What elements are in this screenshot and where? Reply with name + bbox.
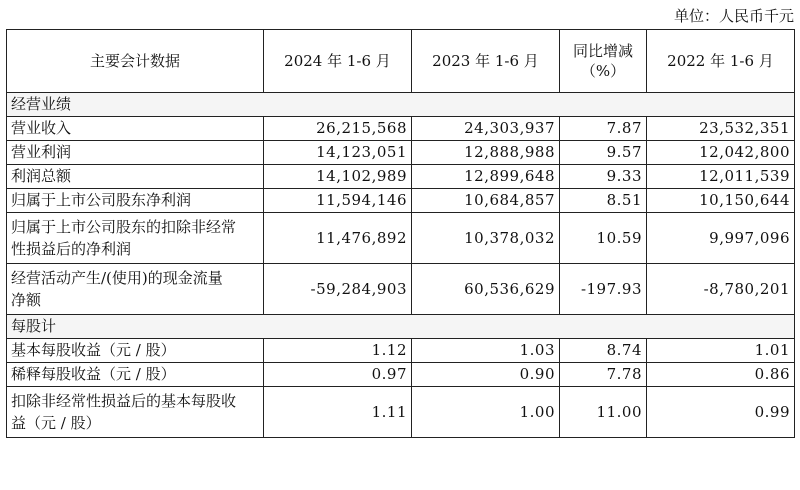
- cell-2023: 0.90: [412, 363, 560, 387]
- section-title: 经营业绩: [7, 93, 795, 117]
- cell-2024: 11,476,892: [264, 213, 412, 264]
- table-row: [7, 117, 795, 141]
- section-title: 每股计: [7, 315, 795, 339]
- row-label-line1: 归属于上市公司股东的扣除非经常: [11, 218, 237, 236]
- cell-yoy: 9.33: [560, 165, 647, 189]
- cell-2023: 24,303,937: [412, 117, 560, 141]
- table-header-row: [7, 30, 795, 93]
- row-label-line2: 净额: [11, 291, 42, 309]
- cell-2024: -59,284,903: [264, 264, 412, 315]
- table-row: [7, 213, 795, 264]
- row-label-line1: 经营活动产生/(使用)的现金流量: [11, 269, 223, 287]
- row-label: [7, 264, 264, 315]
- cell-2024: 1.11: [264, 387, 412, 438]
- row-label: 稀释每股收益（元 / 股）: [7, 363, 264, 387]
- header-2024: 2024 年 1-6 月: [264, 30, 412, 93]
- cell-2022: -8,780,201: [647, 264, 795, 315]
- cell-2024: 0.97: [264, 363, 412, 387]
- row-label: 营业收入: [7, 117, 264, 141]
- table-row: [7, 141, 795, 165]
- financial-data-table: [6, 29, 795, 438]
- cell-yoy: 10.59: [560, 213, 647, 264]
- row-label: 营业利润: [7, 141, 264, 165]
- section-row-per-share: [7, 315, 795, 339]
- section-row-operating: [7, 93, 795, 117]
- row-label-line1: 扣除非经常性损益后的基本每股收: [11, 392, 237, 410]
- cell-yoy: 8.74: [560, 339, 647, 363]
- cell-2024: 26,215,568: [264, 117, 412, 141]
- cell-2022: 23,532,351: [647, 117, 795, 141]
- cell-2022: 1.01: [647, 339, 795, 363]
- cell-2023: 12,888,988: [412, 141, 560, 165]
- header-item: 主要会计数据: [7, 30, 264, 93]
- cell-2024: 1.12: [264, 339, 412, 363]
- row-label-line2: 益（元 / 股）: [11, 414, 101, 432]
- table-row: [7, 264, 795, 315]
- row-label: 基本每股收益（元 / 股）: [7, 339, 264, 363]
- cell-2022: 10,150,644: [647, 189, 795, 213]
- cell-yoy: 7.87: [560, 117, 647, 141]
- cell-2023: 12,899,648: [412, 165, 560, 189]
- cell-2023: 10,378,032: [412, 213, 560, 264]
- table-row: [7, 189, 795, 213]
- cell-yoy: 11.00: [560, 387, 647, 438]
- cell-yoy: -197.93: [560, 264, 647, 315]
- header-2022: 2022 年 1-6 月: [647, 30, 795, 93]
- cell-2024: 14,102,989: [264, 165, 412, 189]
- header-yoy-line2: （%）: [580, 62, 626, 80]
- cell-2024: 14,123,051: [264, 141, 412, 165]
- cell-2022: 9,997,096: [647, 213, 795, 264]
- cell-yoy: 9.57: [560, 141, 647, 165]
- unit-note: 单位：人民币千元: [673, 7, 794, 25]
- cell-2022: 0.86: [647, 363, 795, 387]
- row-label: [7, 213, 264, 264]
- cell-2022: 0.99: [647, 387, 795, 438]
- header-2023: 2023 年 1-6 月: [412, 30, 560, 93]
- cell-yoy: 8.51: [560, 189, 647, 213]
- cell-2023: 10,684,857: [412, 189, 560, 213]
- row-label: 归属于上市公司股东净利润: [7, 189, 264, 213]
- cell-2022: 12,011,539: [647, 165, 795, 189]
- cell-2024: 11,594,146: [264, 189, 412, 213]
- cell-2023: 1.00: [412, 387, 560, 438]
- header-yoy-line1: 同比增减: [572, 42, 633, 60]
- row-label: 利润总额: [7, 165, 264, 189]
- cell-2023: 60,536,629: [412, 264, 560, 315]
- table-row: [7, 339, 795, 363]
- cell-2023: 1.03: [412, 339, 560, 363]
- table-row: [7, 387, 795, 438]
- cell-yoy: 7.78: [560, 363, 647, 387]
- row-label-line2: 性损益后的净利润: [11, 240, 132, 258]
- row-label: [7, 387, 264, 438]
- table-row: [7, 363, 795, 387]
- table-row: [7, 165, 795, 189]
- header-yoy: [560, 30, 647, 93]
- cell-2022: 12,042,800: [647, 141, 795, 165]
